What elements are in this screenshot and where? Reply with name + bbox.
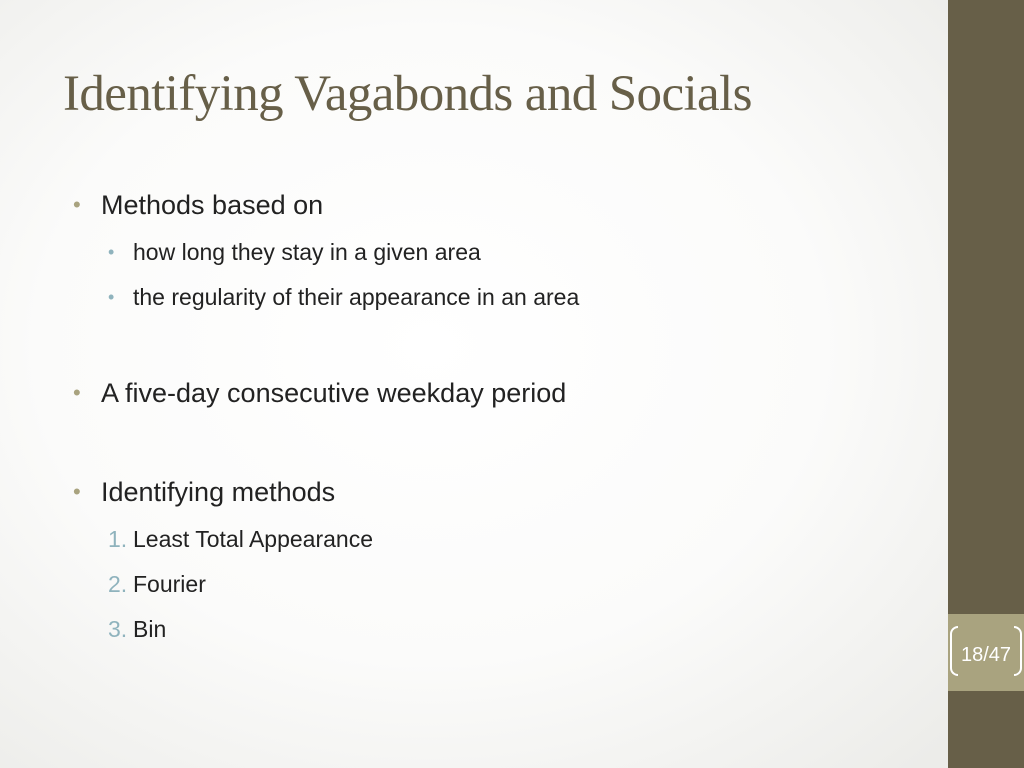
item-number: 1. — [108, 526, 128, 552]
sub-bullet-marker: • — [108, 287, 115, 307]
slide-title: Identifying Vagabonds and Socials — [63, 66, 752, 122]
page-number: 18/47 — [960, 644, 1012, 666]
numbered-text: Least Total Appearance — [133, 526, 373, 552]
sub-bullet-text: the regularity of their appearance in an area — [133, 284, 580, 310]
page-number-box — [948, 614, 1024, 691]
item-number: 3. — [108, 616, 128, 642]
bullet-marker: • — [73, 380, 81, 405]
bullet-text: A five-day consecutive weekday period — [101, 378, 567, 408]
right-brace-decoration — [1014, 626, 1022, 676]
bullet-text: Methods based on — [101, 190, 324, 220]
numbered-text: Fourier — [133, 571, 206, 597]
bullet-text: Identifying methods — [101, 477, 336, 507]
bullet-marker: • — [73, 479, 81, 504]
bullet-marker: • — [73, 192, 81, 217]
sub-bullet-marker: • — [108, 242, 115, 262]
numbered-text: Bin — [133, 616, 167, 642]
item-number: 2. — [108, 571, 128, 597]
sub-bullet-text: how long they stay in a given area — [133, 239, 481, 265]
